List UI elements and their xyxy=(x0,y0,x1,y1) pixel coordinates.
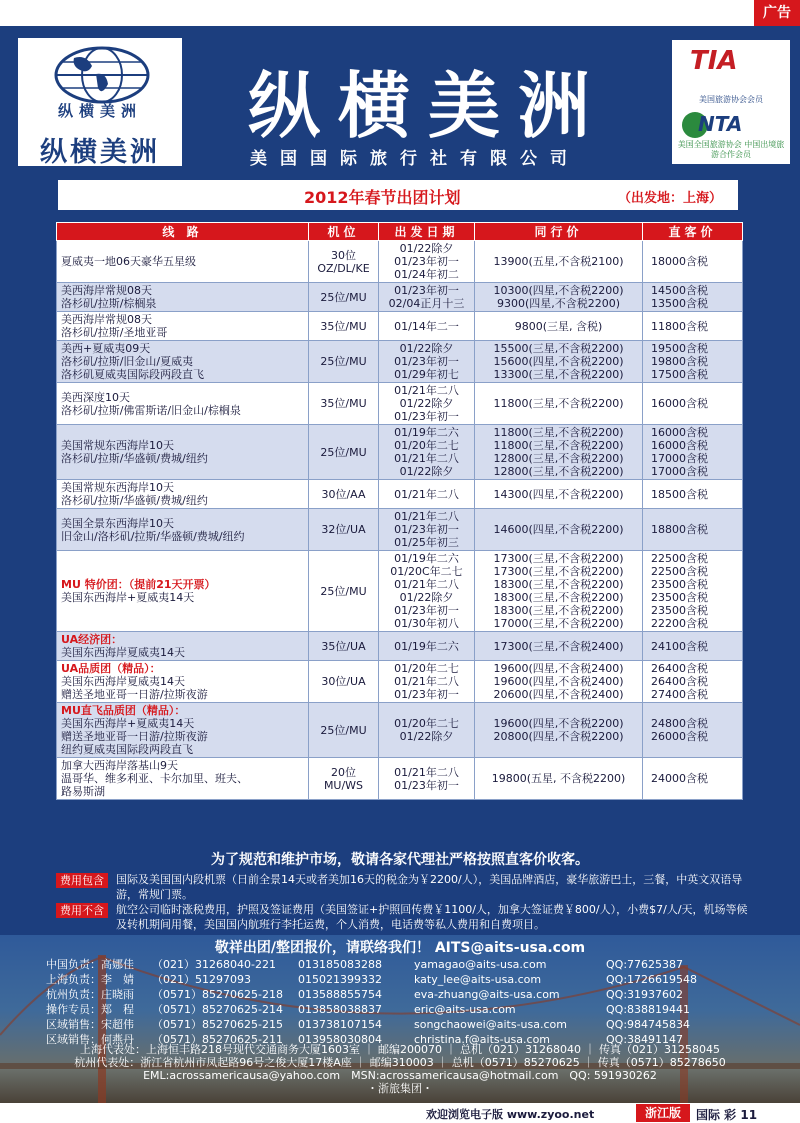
contact-phone: （0571）85270625-214 xyxy=(152,1003,283,1016)
direct-price-cell-line: 23500含税 xyxy=(651,578,708,591)
seat-cell-line: 35位/MU xyxy=(320,397,367,410)
contact-mobile: 015021399332 xyxy=(298,973,382,986)
seat-cell xyxy=(309,425,379,480)
date-cell-line: 01/21年二八 xyxy=(394,384,459,397)
direct-price-cell-line: 26400含税 xyxy=(651,662,708,675)
date-cell xyxy=(379,383,475,425)
route-cell xyxy=(57,632,309,661)
seat-cell-line: 20位MU/WS xyxy=(323,765,364,792)
peer-price-cell-line: 9300(四星,不含税2200) xyxy=(496,297,621,310)
date-cell xyxy=(379,632,475,661)
contact-mobile: 013588855754 xyxy=(298,988,382,1001)
route-cell-line: 纽约夏威夷国际段两段直飞 xyxy=(61,743,193,756)
seat-cell-line: 30位/UA xyxy=(321,675,366,688)
peer-price-cell xyxy=(475,241,643,283)
contact-mobile: 013738107154 xyxy=(298,1018,382,1031)
seat-cell xyxy=(309,509,379,551)
seat-cell-line: 25位/MU xyxy=(320,723,367,737)
peer-price-cell-line: 20600(四星,不含税2400) xyxy=(493,688,624,701)
fee-excluded-label: 费用不含 xyxy=(56,903,108,918)
date-cell-line: 01/23年初一 xyxy=(394,284,459,297)
seat-cell-line: OZ/DL/KE xyxy=(317,261,370,275)
route-cell-line: 赠送圣地亚哥一日游/拉斯夜游 xyxy=(61,730,208,743)
direct-price-cell-line: 23500含税 xyxy=(651,591,708,604)
date-cell xyxy=(379,341,475,383)
peer-price-cell-line: 11800(三星,不含税2200) xyxy=(493,439,624,452)
date-cell-line: 01/21年二八 xyxy=(394,510,459,523)
contact-mobile: 013185083288 xyxy=(298,958,382,971)
date-cell xyxy=(379,509,475,551)
tia-logo: TIA xyxy=(690,46,738,76)
date-cell-line: 01/20年二七 xyxy=(394,662,459,675)
date-cell-line: 01/22除夕 xyxy=(399,591,454,604)
peer-price-cell xyxy=(475,341,643,383)
date-cell xyxy=(379,425,475,480)
date-cell xyxy=(379,703,475,758)
fee-included xyxy=(56,872,756,902)
date-cell-line: 01/25年初三 xyxy=(394,536,459,549)
route-cell-line: 美国常规东西海岸10天 xyxy=(61,481,174,494)
table-row xyxy=(57,341,743,383)
nta-logo: NTA xyxy=(698,112,743,136)
direct-price-cell-line: 26000含税 xyxy=(651,730,708,743)
route-cell-line: 美西深度10天 xyxy=(61,390,130,404)
route-cell-line: 夏威夷一地06天豪华五星级 xyxy=(61,255,196,268)
peer-price-cell-line: 12800(三星,不含税2200) xyxy=(493,465,624,478)
plan-banner xyxy=(58,180,738,210)
direct-price-cell xyxy=(643,551,743,632)
route-cell-line: 美国东西海岸+夏威夷14天 xyxy=(61,591,195,604)
date-cell-line: 01/20年二七 xyxy=(394,717,459,730)
peer-price-cell xyxy=(475,509,643,551)
table-row xyxy=(57,480,743,509)
route-cell-line: 旧金山/洛杉矶/拉斯/华盛顿/费城/纽约 xyxy=(61,529,245,543)
route-cell-line: 赠送圣地亚哥一日游/拉斯夜游 xyxy=(61,688,208,701)
route-cell xyxy=(57,283,309,312)
direct-price-cell-line: 17000含税 xyxy=(651,452,708,465)
contact-email: eva-zhuang@aits-usa.com xyxy=(414,988,560,1001)
date-cell xyxy=(379,758,475,800)
route-cell xyxy=(57,551,309,632)
date-cell-line: 01/23年初一 xyxy=(394,604,459,617)
date-cell-line: 01/21年二八 xyxy=(394,675,459,688)
contact-role: 区域销售：何燕丹 xyxy=(46,1033,134,1046)
date-cell xyxy=(379,241,475,283)
route-cell xyxy=(57,383,309,425)
route-cell xyxy=(57,509,309,551)
seat-cell xyxy=(309,241,379,283)
peer-price-cell-line: 19800(五星, 不含税2200) xyxy=(491,772,626,785)
seat-cell-line: 35位/MU xyxy=(320,319,367,333)
direct-price-cell-line: 18000含税 xyxy=(651,255,708,268)
contact-mobile: 013858038837 xyxy=(298,1003,382,1016)
price-notice: 为了规范和维护市场，敬请各家代理社严格按照直客价收客。 xyxy=(211,852,589,868)
contact-role: 操作专员：郑 程 xyxy=(46,1003,134,1016)
peer-price-cell-line: 15500(三星,不含税2200) xyxy=(493,342,624,355)
route-tag: MU直飞品质团（精品）： xyxy=(61,704,186,717)
direct-price-cell xyxy=(643,341,743,383)
route-cell-line: 洛杉矶/拉斯/棕榈泉 xyxy=(61,297,157,310)
contact-phone: （0571）85270625-218 xyxy=(152,988,283,1001)
table-row xyxy=(57,758,743,800)
header-route: 线 路 xyxy=(57,223,309,241)
office-hangzhou: 杭州代表处：浙江省杭州市凤起路96号之俊大厦17楼A座 ｜ 邮编310003 ｜ 总机（0571）85270625 ｜ 传真（0571）85278650 xyxy=(74,1056,726,1069)
direct-price-cell-line: 26400含税 xyxy=(651,675,708,688)
tour-schedule-table xyxy=(56,222,742,800)
date-cell xyxy=(379,551,475,632)
brand-subtitle: 美国国际旅行社有限公司 xyxy=(250,149,580,169)
date-cell-line: 01/22除夕 xyxy=(399,730,454,743)
top-strip xyxy=(0,0,800,26)
route-cell-line: 美西+夏威夷09天 xyxy=(61,342,151,355)
date-cell-line: 01/23年初一 xyxy=(394,355,459,368)
date-cell-line: 01/21年二八 xyxy=(394,487,459,501)
contact-qq: QQ:1726619548 xyxy=(606,973,698,986)
peer-price-cell-line: 19600(四星,不含税2400) xyxy=(493,675,624,688)
direct-price-cell-line: 11800含税 xyxy=(651,319,708,333)
table-body xyxy=(57,241,743,800)
date-cell-line: 01/19年二六 xyxy=(394,552,459,565)
contact-list xyxy=(46,957,766,1047)
route-tag: UA品质团（精品）： xyxy=(61,662,161,675)
contact-qq: QQ:838819441 xyxy=(606,1003,691,1016)
header-peer-price: 同行价 xyxy=(475,223,643,241)
seat-cell xyxy=(309,341,379,383)
contact-row xyxy=(46,1002,766,1017)
peer-price-cell-line: 17300(三星,不含税2200) xyxy=(493,565,624,578)
office-shanghai: 上海代表处：上海恒丰路218号现代交通商务大厦1603室 ｜ 邮编200070 ｜ 总机（021）31268040 ｜ 传真（021）31258045 xyxy=(80,1043,720,1056)
date-cell-line: 01/21年二八 xyxy=(394,765,459,779)
peer-price-cell-line: 13300(三星,不含税2200) xyxy=(493,368,624,381)
direct-price-cell-line: 16000含税 xyxy=(651,397,708,410)
date-cell-line: 01/23年初一 xyxy=(394,778,459,792)
contact-email: katy_lee@aits-usa.com xyxy=(414,973,542,986)
direct-price-cell xyxy=(643,480,743,509)
date-cell-line: 01/19年二六 xyxy=(394,426,459,439)
direct-price-cell xyxy=(643,703,743,758)
direct-price-cell-line: 24100含税 xyxy=(651,639,708,653)
route-cell-line: 美国东西海岸夏威夷14天 xyxy=(61,646,185,659)
seat-cell-line: 25位/MU xyxy=(320,290,367,304)
peer-price-cell-line: 19600(四星,不含税2200) xyxy=(493,717,624,730)
peer-price-cell-line: 14600(四星,不含税2200) xyxy=(493,523,624,536)
contact-role: 区域销售：宋超伟 xyxy=(46,1018,134,1031)
footer-page: 国际 彩 11 xyxy=(696,1108,758,1122)
peer-price-cell xyxy=(475,480,643,509)
seat-cell-line: 35位/UA xyxy=(321,639,366,653)
seat-cell-line: 32位/UA xyxy=(321,523,366,536)
peer-price-cell-line: 18300(三星,不含税2200) xyxy=(493,604,624,617)
peer-price-cell-line: 17000(三星,不含税2200) xyxy=(493,617,624,630)
direct-price-cell xyxy=(643,632,743,661)
contact-qq: QQ:31937602 xyxy=(606,988,684,1001)
plan-departure: （出发地：上海） xyxy=(618,191,723,206)
header-direct-price: 直客价 xyxy=(643,223,743,241)
table-row xyxy=(57,283,743,312)
contact-role: 杭州负责：庄晓雨 xyxy=(46,988,134,1001)
date-cell-line: 01/29年初七 xyxy=(394,368,459,381)
seat-cell xyxy=(309,661,379,703)
route-cell xyxy=(57,661,309,703)
peer-price-cell xyxy=(475,551,643,632)
table-row xyxy=(57,703,743,758)
route-cell-line: 美国东西海岸+夏威夷14天 xyxy=(61,717,195,730)
peer-price-cell-line: 18300(三星,不含税2200) xyxy=(493,578,624,591)
contact-row xyxy=(46,987,766,1002)
direct-price-cell xyxy=(643,509,743,551)
direct-price-cell-line: 18800含税 xyxy=(651,523,708,536)
date-cell-line: 01/14年二一 xyxy=(394,319,459,333)
contact-row xyxy=(46,957,766,972)
direct-price-cell-line: 16000含税 xyxy=(651,426,708,439)
contact-heading: 敬祥出团/整团报价，请联络我们！ AITS@aits-usa.com xyxy=(214,940,586,956)
peer-price-cell xyxy=(475,661,643,703)
date-cell-line: 01/30年初八 xyxy=(394,617,459,630)
direct-price-cell-line: 22500含税 xyxy=(651,552,708,565)
direct-price-cell-line: 18500含税 xyxy=(651,487,708,501)
direct-price-cell-line: 13500含税 xyxy=(651,297,708,310)
header-seats: 机位 xyxy=(309,223,379,241)
peer-price-cell xyxy=(475,312,643,341)
table-row xyxy=(57,551,743,632)
fee-excluded-text: 航空公司临时涨税费用，护照及签证费用（美国签证+护照回传费￥1100/人，加拿大签证费￥800/人），小费$7/人/天，机场等候及转机期间用餐，美国国内航班行李托运费，个人消费，电话费等私人费用和自费项目。 xyxy=(116,903,748,931)
peer-price-cell xyxy=(475,632,643,661)
date-cell xyxy=(379,661,475,703)
table-row xyxy=(57,661,743,703)
nta-caption: 美国全国旅游协会 中国出境旅游合作会员 xyxy=(677,140,785,159)
contact-email: christina.f@aits-usa.com xyxy=(414,1033,551,1046)
direct-price-cell-line: 17000含税 xyxy=(651,465,708,478)
peer-price-cell xyxy=(475,425,643,480)
route-cell xyxy=(57,241,309,283)
date-cell-line: 01/23年初一 xyxy=(394,688,459,701)
contact-email: songchaowei@aits-usa.com xyxy=(414,1018,567,1031)
date-cell-line: 01/21年二八 xyxy=(394,578,459,591)
date-cell-line: 01/22除夕 xyxy=(399,342,454,355)
header xyxy=(0,26,800,174)
contact-phone: （0571）85270625-215 xyxy=(152,1018,283,1031)
route-cell-line: 加拿大西海岸落基山9天 xyxy=(61,759,178,772)
contact-role: 上海负责：李 婧 xyxy=(46,973,134,986)
seat-cell xyxy=(309,283,379,312)
brand-title: 纵横美洲 xyxy=(248,63,609,148)
route-tag: UA经济团： xyxy=(61,633,123,646)
route-cell-line: 温哥华、维多利亚、卡尔加里、班夫、 xyxy=(61,772,248,785)
date-cell-line: 01/20年二七 xyxy=(394,439,459,452)
route-cell xyxy=(57,480,309,509)
peer-price-cell xyxy=(475,703,643,758)
direct-price-cell xyxy=(643,283,743,312)
page-footer xyxy=(0,1103,800,1123)
direct-price-cell xyxy=(643,241,743,283)
contact-phone: （021）31268040-221 xyxy=(152,958,276,971)
fee-excluded xyxy=(56,902,756,934)
contact-email: eric@aits-usa.com xyxy=(414,1003,516,1016)
route-cell-line: 美西海岸常规08天 xyxy=(61,313,152,326)
table-row xyxy=(57,312,743,341)
direct-price-cell-line: 24800含税 xyxy=(651,717,708,730)
company-logo xyxy=(16,36,184,168)
association-badges xyxy=(672,40,790,164)
route-cell xyxy=(57,703,309,758)
contact-row xyxy=(46,1017,766,1032)
ad-tag: 广告 xyxy=(754,0,800,26)
logo-text-large: 纵横美洲 xyxy=(40,137,160,168)
direct-price-cell-line: 27400含税 xyxy=(651,688,708,701)
direct-price-cell-line: 24000含税 xyxy=(651,772,708,785)
globe-icon xyxy=(52,44,152,106)
seat-cell-line: 25位/MU xyxy=(320,355,367,368)
footer-welcome: 欢迎浏览电子版 www.zyoo.net xyxy=(426,1108,595,1121)
office-online-contacts: EML:acrossamericausa@yahoo.com MSN:acrossamericausa@hotmail.com QQ: 591930262 xyxy=(143,1069,657,1082)
contact-email: yamagao@aits-usa.com xyxy=(414,958,547,971)
fee-included-label: 费用包含 xyxy=(56,873,108,888)
date-cell-line: 01/22除夕 xyxy=(399,465,454,478)
direct-price-cell-line: 19500含税 xyxy=(651,342,708,355)
direct-price-cell xyxy=(643,312,743,341)
date-cell-line: 01/22除夕 xyxy=(399,397,454,410)
peer-price-cell-line: 15600(四星,不含税2200) xyxy=(493,355,624,368)
date-cell-line: 01/21年二八 xyxy=(394,452,459,465)
table-row xyxy=(57,383,743,425)
route-cell-line: 美国常规东西海岸10天 xyxy=(61,439,174,452)
route-cell-line: 洛杉矶/拉斯/华盛顿/费城/纽约 xyxy=(61,494,208,507)
seat-cell xyxy=(309,758,379,800)
route-tag: MU 特价团：（提前21天开票） xyxy=(61,578,216,591)
peer-price-cell-line: 19600(四星,不含税2400) xyxy=(493,662,624,675)
date-cell-line: 01/24年初二 xyxy=(394,268,459,281)
table-row xyxy=(57,509,743,551)
direct-price-cell-line: 23500含税 xyxy=(651,604,708,617)
direct-price-cell xyxy=(643,661,743,703)
seat-cell xyxy=(309,312,379,341)
date-cell-line: 01/23年初一 xyxy=(394,255,459,268)
fee-included-text: 国际及美国国内段机票（日前全景14天或者美加16天的税金为￥2200/人），美国品牌酒店，豪华旅游巴士，三餐，中英文双语导游，常规门票。 xyxy=(116,873,743,901)
peer-price-cell xyxy=(475,383,643,425)
route-cell xyxy=(57,341,309,383)
peer-price-cell-line: 10300(四星,不含税2200) xyxy=(493,284,624,297)
seat-cell xyxy=(309,632,379,661)
contact-qq: QQ:38491147 xyxy=(606,1033,684,1046)
contact-role: 中国负责：高娜佳 xyxy=(46,958,134,971)
direct-price-cell-line: 19800含税 xyxy=(651,355,708,368)
route-cell-line: 洛杉矶/拉斯/华盛顿/费城/纽约 xyxy=(61,452,208,465)
peer-price-cell-line: 11800(三星,不含税2200) xyxy=(493,426,624,439)
seat-cell xyxy=(309,383,379,425)
route-cell xyxy=(57,758,309,800)
date-cell xyxy=(379,312,475,341)
peer-price-cell-line: 17300(三星,不含税2400) xyxy=(493,639,624,653)
direct-price-cell-line: 14500含税 xyxy=(651,284,708,297)
date-cell-line: 01/23年初一 xyxy=(394,523,459,536)
header-date: 出发日期 xyxy=(379,223,475,241)
peer-price-cell xyxy=(475,758,643,800)
contact-row xyxy=(46,972,766,987)
direct-price-cell-line: 22200含税 xyxy=(651,617,708,630)
date-cell xyxy=(379,283,475,312)
plan-title: 2012年春节出团计划 xyxy=(304,188,461,207)
table-row xyxy=(57,241,743,283)
peer-price-cell-line: 18300(三星,不含税2200) xyxy=(493,591,624,604)
peer-price-cell-line: 13900(五星,不含税2100) xyxy=(493,255,624,268)
table-row xyxy=(57,425,743,480)
logo-text-small: 纵横美洲 xyxy=(57,102,142,120)
route-cell-line: 洛杉矶/拉斯/旧金山/夏威夷 xyxy=(61,355,194,368)
peer-price-cell-line: 11800(三星,不含税2200) xyxy=(493,397,624,410)
office-group: ・浙旅集团・ xyxy=(367,1082,433,1095)
peer-price-cell-line: 17300(三星,不含税2200) xyxy=(493,552,624,565)
route-cell-line: 洛杉矶/拉斯/圣地亚哥 xyxy=(61,326,168,339)
office-addresses xyxy=(40,1043,760,1095)
tia-caption: 美国旅游协会会员 xyxy=(699,95,763,104)
table-row xyxy=(57,632,743,661)
peer-price-cell-line: 20800(四星,不含税2200) xyxy=(493,730,624,743)
footer-region: 浙江版 xyxy=(636,1104,690,1122)
seat-cell xyxy=(309,480,379,509)
seat-cell-line: 25位/MU xyxy=(320,584,367,598)
contact-qq: QQ:77625387 xyxy=(606,958,684,971)
direct-price-cell xyxy=(643,425,743,480)
seat-cell xyxy=(309,551,379,632)
contact-qq: QQ:984745834 xyxy=(606,1018,691,1031)
seat-cell-line: 25位/MU xyxy=(320,445,367,459)
seat-cell xyxy=(309,703,379,758)
contact-phone: （021）51297093 xyxy=(152,973,251,986)
direct-price-cell xyxy=(643,758,743,800)
date-cell-line: 01/22除夕 xyxy=(399,242,454,255)
contact-mobile: 013958030804 xyxy=(298,1033,382,1046)
date-cell-line: 01/19年二六 xyxy=(394,639,459,653)
date-cell xyxy=(379,480,475,509)
seat-cell-line: 30位/AA xyxy=(321,487,366,501)
direct-price-cell-line: 16000含税 xyxy=(651,439,708,452)
direct-price-cell-line: 17500含税 xyxy=(651,368,708,381)
seat-cell-line: 30位 xyxy=(331,248,356,262)
contact-phone: （0571）85270625-211 xyxy=(152,1033,283,1046)
peer-price-cell-line: 12800(三星,不含税2200) xyxy=(493,452,624,465)
route-cell-line: 路易斯湖 xyxy=(61,785,105,798)
date-cell-line: 01/23年初一 xyxy=(394,410,459,423)
date-cell-line: 01/20C年二七 xyxy=(390,565,463,578)
peer-price-cell-line: 14300(四星,不含税2200) xyxy=(493,487,624,501)
date-cell-line: 02/04正月十三 xyxy=(388,297,465,310)
route-cell xyxy=(57,312,309,341)
route-cell xyxy=(57,425,309,480)
route-cell-line: 美国东西海岸夏威夷14天 xyxy=(61,675,185,688)
table-header-row xyxy=(57,223,743,241)
direct-price-cell-line: 22500含税 xyxy=(651,565,708,578)
route-cell-line: 洛杉矶/拉斯/佛雷斯诺/旧金山/棕榈泉 xyxy=(61,403,241,417)
direct-price-cell xyxy=(643,383,743,425)
route-cell-line: 美西海岸常规08天 xyxy=(61,284,152,297)
route-cell-line: 美国全景东西海岸10天 xyxy=(61,516,174,530)
peer-price-cell xyxy=(475,283,643,312)
peer-price-cell-line: 9800(三星, 含税) xyxy=(514,319,603,333)
route-cell-line: 洛杉矶夏威夷国际段两段直飞 xyxy=(61,368,204,381)
